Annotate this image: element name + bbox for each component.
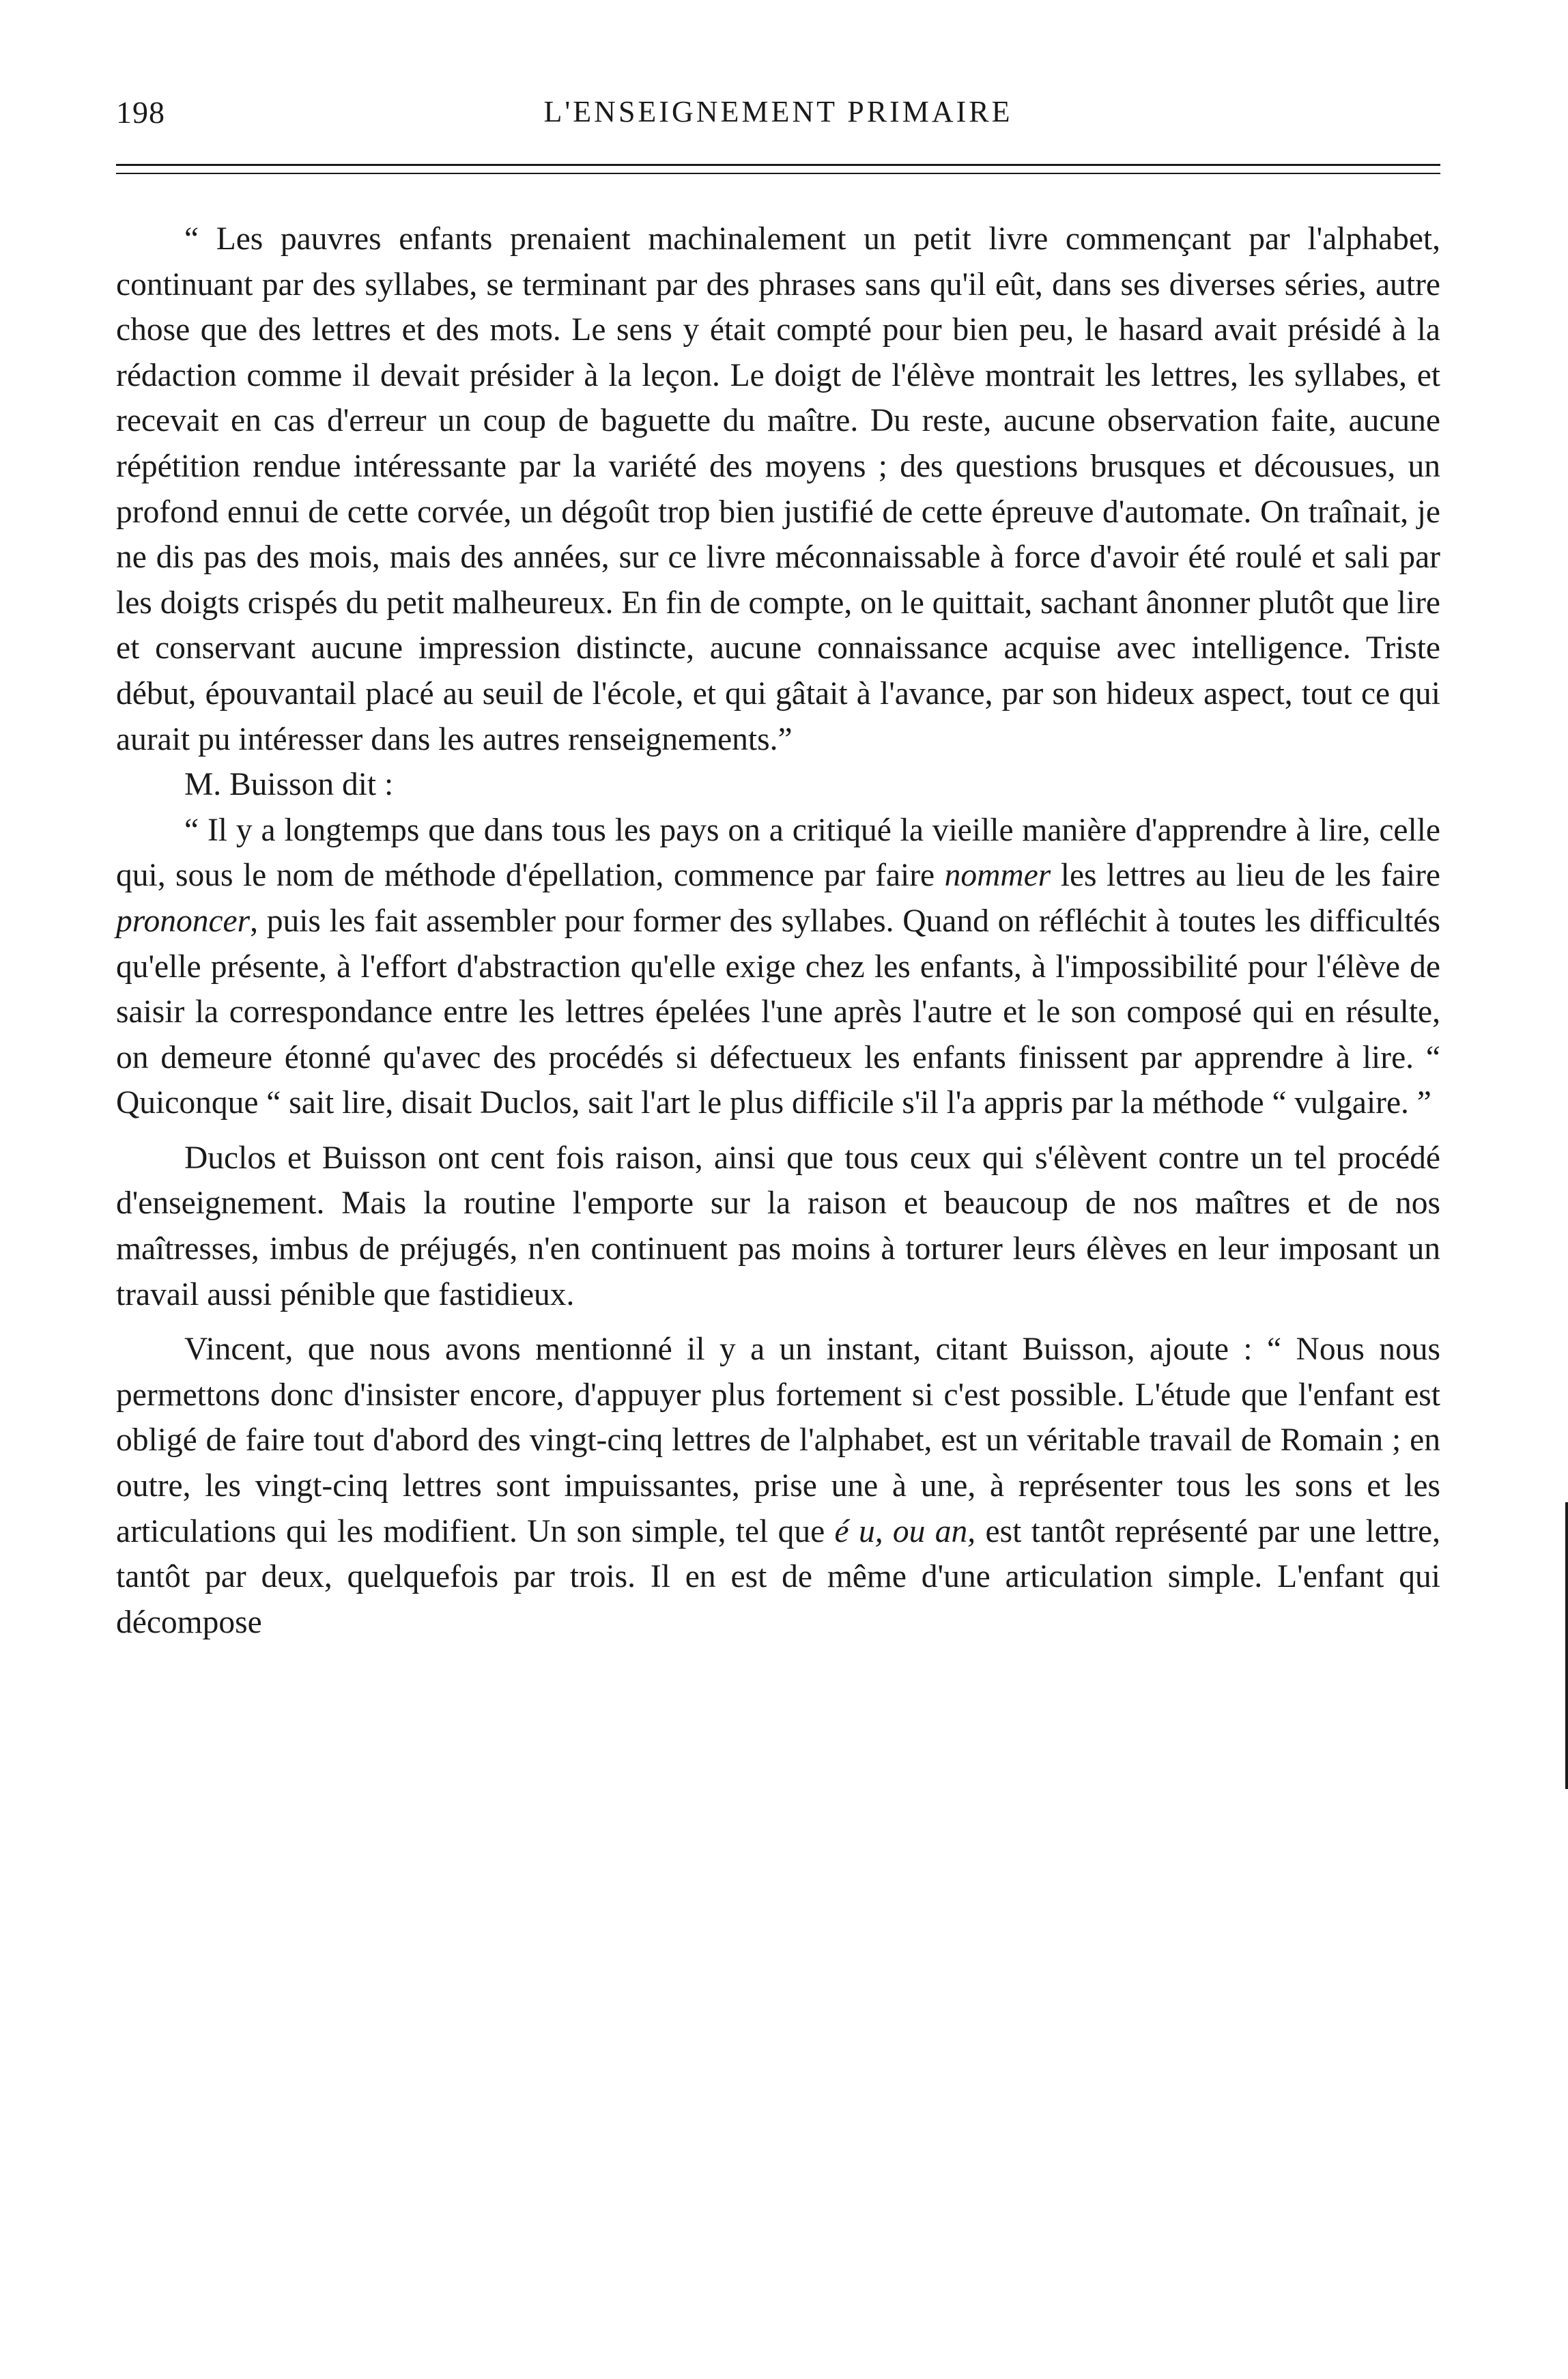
italic-nommer: nommer	[944, 858, 1051, 894]
text-run: “ Il y a longtemps que dans tous les pays on a critiqué la vieille manière d'apprendre à lire, celle qui, sous le nom de méthode d'épellation, commence par faire	[116, 812, 1440, 894]
text-run: , puis les fait assembler pour former des syllabes. Quand on réfléchit à toutes les difficultés qu'elle présente, à l'effort d'abstraction qu'elle exige chez les enfants, à l'impossibilité pour l'élève de saisir la correspondance entre les lettres épelées l'une après l'autre et le son composé qui en résulte, on demeure étonné qu'avec des procédés si défectueux les enfants finissent par apprendre à lire. “ Quiconque “ sait lire, disait Duclos, sait l'art le plus difficile s'il l'a appris par la méthode “ vulgaire. ”	[116, 903, 1440, 1121]
paragraph-buisson-intro: M. Buisson dit :	[184, 767, 394, 803]
page-number: 198	[116, 95, 165, 130]
text-run: Vincent, que nous avons mentionné il y a un instant, citant Buisson, ajoute : “ Nous nous permettons donc d'insister encore, d'appuyer plus fortement si c'est possible. L'étude que l'enfant est obligé de faire tout d'abord des vingt-cinq lettres de l'alphabet, est un véritable travail de Romain ; en outre, les vingt-cinq lettres sont impuissantes, prise une à une, à représenter tous les sons et les articulations qui les modifient. Un son simple, tel que	[116, 1332, 1440, 1549]
italic-sounds: é u, ou an,	[834, 1513, 976, 1549]
italic-prononcer: prononcer	[116, 903, 251, 939]
running-head	[116, 82, 1440, 143]
running-title: L'ENSEIGNEMENT PRIMAIRE	[543, 95, 1013, 128]
book-page	[116, 82, 1440, 2308]
paragraph-vincent	[116, 1327, 1440, 1645]
paragraph-buisson-quote	[116, 808, 1440, 1126]
paragraph-duclos: Duclos et Buisson ont cent fois raison, ainsi que tous ceux qui s'élèvent contre un tel procédé d'enseignement. Mais la routine l'emporte sur la raison et beaucoup de nos maîtres et de nos maîtresses, imbus de préjugés, n'en continuent pas moins à torturer leurs élèves en leur imposant un travail aussi pénible que fastidieux.	[116, 1140, 1440, 1312]
page-body	[116, 216, 1440, 1645]
scan-edge-mark	[1565, 1502, 1568, 1789]
text-run: les lettres au lieu de les faire	[1051, 858, 1440, 894]
text-run: est tantôt représenté par une lettre, tantôt par deux, quelquefois par trois. Il en est de même d'une articulation simple. L'enfant qui décompose	[116, 1513, 1440, 1640]
header-rule	[116, 164, 1440, 174]
paragraph-quote-1: “ Les pauvres enfants prenaient machinalement un petit livre commençant par l'alphabet, continuant par des syllabes, se terminant par des phrases sans qu'il eût, dans ses diverses séries, autre chose que des lettres et des mots. Le sens y était compté pour bien peu, le hasard avait présidé à la rédaction comme il devait présider à la leçon. Le doigt de l'élève montrait les lettres, les syllabes, et recevait en cas d'erreur un coup de baguette du maître. Du reste, aucune observation faite, aucune répétition rendue intéressante par la variété des moyens ; des questions brusques et décousues, un profond ennui de cette corvée, un dégoût trop bien justifié de cette épreuve d'automate. On traînait, je ne dis pas des mois, mais des années, sur ce livre méconnaissable à force d'avoir été roulé et sali par les doigts crispés du petit malheureux. En fin de compte, on le quittait, sachant ânonner plutôt que lire et conservant aucune impression distincte, aucune connaissance acquise avec intelligence. Triste début, épouvantail placé au seuil de l'école, et qui gâtait à l'avance, par son hideux aspect, tout ce qui aurait pu intéresser dans les autres renseignements.”	[116, 221, 1440, 757]
